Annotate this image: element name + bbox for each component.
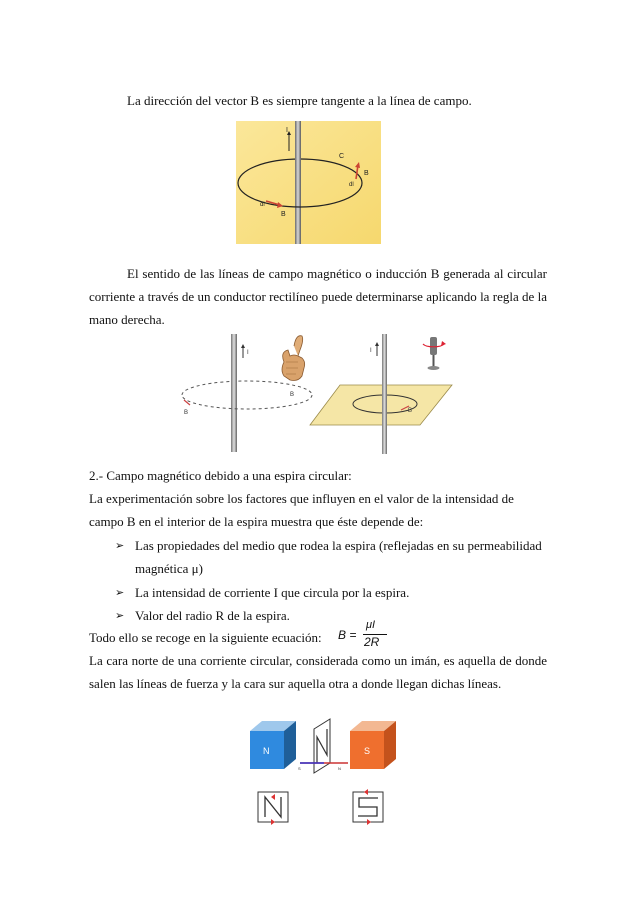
b-label-left: B — [281, 211, 286, 218]
right-hand-rule-line2: corriente a través de un conductor rectilíneo puede determinarse aplicando la regla de la — [89, 289, 547, 304]
section-intro-line1: La experimentación sobre los factores que influyen en el valor de la intensidad de — [89, 491, 514, 506]
north-loop-n-icon — [265, 797, 281, 817]
equation-denominator: 2R — [364, 635, 380, 649]
bullet-item — [115, 608, 290, 624]
arrow-bullet-icon: ➢ — [115, 609, 125, 622]
wire-rod — [295, 121, 301, 244]
figure1-background — [236, 121, 381, 244]
intro-sentence: La dirección del vector B es siempre tangente a la línea de campo. — [127, 93, 472, 108]
equation-numerator: μI — [366, 619, 376, 631]
right-field-plane — [310, 385, 452, 425]
bullet-item — [115, 585, 410, 601]
equation — [338, 619, 398, 649]
dl-label-left: dl — [260, 202, 265, 208]
figure-magnet-faces — [240, 713, 395, 828]
bullet-text: Valor del radio R de la espira. — [135, 608, 290, 623]
section-intro-line2: campo B en el interior de la espira muestra que éste depende de: — [89, 514, 424, 529]
screw-rotation-icon — [423, 337, 446, 370]
equation-intro: Todo ello se recoge en la siguiente ecuación: — [89, 630, 322, 645]
north-face-line1: La cara norte de una corriente circular, considerada como un imán, es aquella de donde — [89, 653, 547, 668]
right-hand-rule-line1: El sentido de las líneas de campo magnético o inducción B generada al circular — [127, 266, 547, 281]
north-magnet-label: N — [263, 746, 270, 756]
left-b-label-left: B — [184, 410, 189, 416]
right-b-label: B — [408, 408, 413, 414]
south-magnet-label: S — [364, 746, 371, 756]
arrow-bullet-icon: ➢ — [115, 586, 125, 599]
arrow-bullet-icon: ➢ — [115, 539, 125, 552]
figure-right-hand-rule — [180, 332, 455, 454]
equation-lhs: B = — [338, 628, 357, 642]
north-face-line2: salen las líneas de fuerza y la cara sur aquella otra a donde llegan dichas líneas. — [89, 676, 502, 691]
needle-s-label: S — [298, 766, 301, 771]
section-heading: 2.- Campo magnético debido a una espira circular: — [89, 468, 352, 483]
needle-n-label: N — [338, 766, 341, 771]
south-loop-s-icon — [358, 798, 378, 816]
left-b-label-right: B — [290, 392, 295, 398]
right-hand-rule-line3: mano derecha. — [89, 312, 165, 327]
right-current-label: I — [370, 348, 372, 354]
figure-tangent-field — [236, 121, 381, 244]
bullet-item — [115, 538, 542, 554]
bullet-text-continued: magnética μ) — [135, 561, 203, 576]
b-label-right: B — [364, 170, 369, 177]
left-wire-rod — [231, 334, 237, 452]
curve-label: C — [339, 153, 345, 160]
right-wire-rod — [382, 334, 387, 454]
dl-label-right: dl — [349, 182, 354, 188]
left-b-arrow-icon — [184, 400, 190, 405]
right-hand-icon — [282, 336, 305, 381]
current-label: I — [286, 127, 288, 134]
bullet-text: La intensidad de corriente I que circula por la espira. — [135, 585, 410, 600]
left-current-label: I — [247, 350, 249, 356]
bullet-text: Las propiedades del medio que rodea la espira (reflejadas en su permeabilidad — [135, 538, 542, 553]
